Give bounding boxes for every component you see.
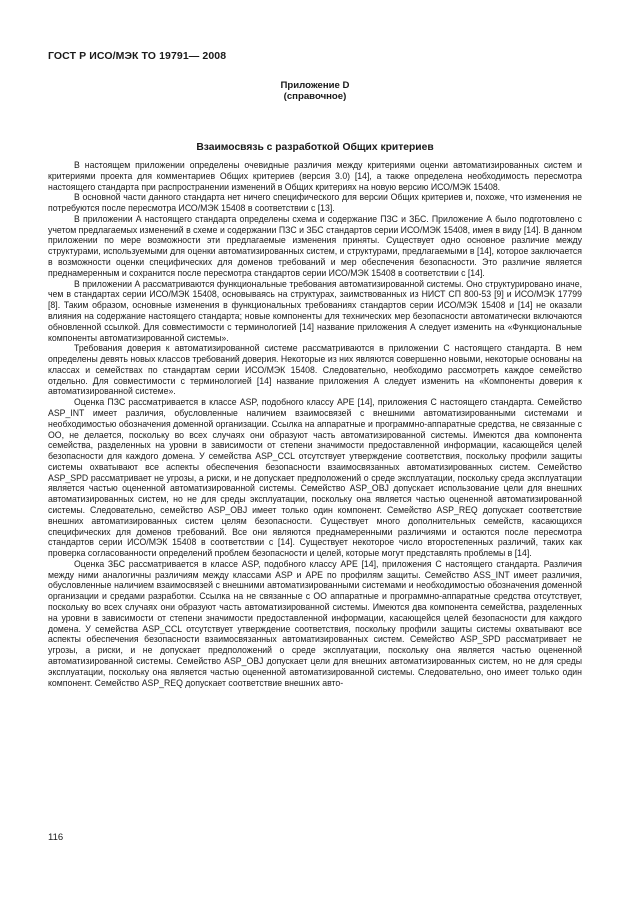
paragraph: В настоящем приложении определены очевидные различия между критериями оценки автоматизированных систем и критериями проекта для комментариев Общих критериев (версия 3.0) [14], а также определена необходимость пересмотра настоящего стандарта при распространении изменений в Общих критериях на новую версию ИСО/МЭК 15408. (48, 160, 582, 192)
body-text (48, 160, 582, 688)
section-title: Взаимосвязь с разработкой Общих критериев (196, 142, 434, 153)
paragraph: Требования доверия к автоматизированной системе рассматриваются в приложении С настоящего стандарта. В нем определены девять новых классов требований доверия. Некоторые из них являются совершенно новыми, некоторые основаны на классах и семействах по стандартам серии ИСО/МЭК 15408. Следовательно, необходимо рассмотреть каждое семейство отдельно. Для совместимости с терминологией [14] название приложения А следует изменить на «Компоненты доверия к автоматизированной системе». (48, 343, 582, 397)
appendix-title: Приложение D (280, 80, 350, 91)
paragraph: Оценка ЗБС рассматривается в классе ASP, подобного классу APE [14], приложения С настоящего стандарта. Различия между ними аналогичны различиям между классами ASP и APE по профилям защиты. Семейство ASS_INT имеет различия, обусловленные наличием взаимосвязей с внешними автоматизированными системами и необходимостью обозначения доменной организации и средами разработки. Ссылка на не связанные с ОО аппаратные и программно-аппаратные средства отсутствует, поскольку во всех случаях они образуют часть автоматизированной системы. Имеются два компонента семейства, разделенных на уровни в зависимости от степени значимости предоставленной информации, касающейся целей безопасности для каждого домена. У семейства ASP_CCL отсутствует утверждение соответствия, поскольку профили защиты системы охватывают все аспекты обеспечения безопасности взаимосвязанных автоматизированных систем. Семейство ASP_SPD рассматривает не угрозы, а риски, и не допускает предположений о среде эксплуатации, поскольку она является частью оцененной автоматизированной системы. Семейство ASP_OBJ допускает цели для внешних автоматизированных систем, но не для среды эксплуатации, поскольку она является частью оцененной автоматизированной системы. Следовательно, оно имеет только один компонент. Семейство ASP_REQ допускает соответствие внешних авто- (48, 558, 582, 688)
page-number: 116 (48, 832, 64, 843)
paragraph: В основной части данного стандарта нет ничего специфического для версии Общих критериев и, похоже, что изменения не потребуются после пересмотра ИСО/МЭК 15408 в соответствии с [13]. (48, 192, 582, 214)
paragraph: Оценка ПЗС рассматривается в классе ASP, подобного классу APE [14], приложения С настоящего стандарта. Семейство ASP_INT имеет различия, обусловленные наличием взаимосвязей с внешними автоматизированными системами и необходимостью обозначения доменной организации. Ссылка на аппаратные и программно-аппаратные средства, не связанные с ОО, не делается, поскольку во всех случаях они образуют часть автоматизированной системы. Имеются два компонента семейства, разделенных на уровни в зависимости от степени значимости предоставленной информации, касающейся целей безопасности для каждого домена. У семейства ASP_CCL отсутствует утверждение соответствия, поскольку профили защиты системы охватывают все аспекты обеспечения безопасности взаимосвязанных автоматизированных систем. Семейство ASP_SPD рассматривает не угрозы, а риски, и не допускает предположений о среде эксплуатации, поскольку среда эксплуатации является частью оцененной автоматизированной системы. Семейство ASP_OBJ допускает использование цели для внешних автоматизированных систем, но не для среды эксплуатации, поскольку она является частью оцененной автоматизированной системы. Следовательно, семейство ASP_OBJ имеет только один компонент. Семейство ASP_REQ допускает соответствие внешних автоматизированных систем целям безопасности. Существует много дополнительных семейств, касающихся специфических для доменов требований. Все они являются преднамеренными различиями и остаются после пересмотра стандартов серии ИСО/МЭК 15408 в соответствии с [14]. Существует некоторое число второстепенных различий, таких как проверка согласованности определений проблем безопасности и целей, которые могут представлять проблемы в [14]. (48, 397, 582, 559)
paragraph: В приложении А настоящего стандарта определены схема и содержание ПЗС и ЗБС. Приложение А было подготовлено с учетом предлагаемых изменений в схеме и содержании ПЗС и ЗБС стандартов серии ИСО/МЭК 15408, имея в виду [14]. В данном приложении по мере возможности эти предлагаемые изменения приняты. Существует одно основное различие между структурами, используемыми для оценки автоматизированных систем, и структурами, предлагаемыми в [14], которое заключается в возможности оценки специфических для доменов требований и мер обеспечения безопасности. Это различие является преднамеренным и сохранится после пересмотра стандартов серии ИСО/МЭК 15408 в соответствии с [14]. (48, 213, 582, 278)
paragraph: В приложении А рассматриваются функциональные требования автоматизированной системы. Оно структурировано иначе, чем в стандартах серии ИСО/МЭК 15408, основываясь на структурах, заимствованных из НИСТ СП 800-53 [9] и ИСО/МЭК 17799 [8]. Таким образом, основные изменения в функциональных требованиях стандартов серии ИСО/МЭК 15408 и [14] не оказали влияния на содержание настоящего стандарта; новые компоненты для технических мер безопасности автоматически включаются обновленной ссылкой. Для совместимости с терминологией [14] название приложения А следует изменить на «Функциональные компоненты автоматизированной системы». (48, 278, 582, 343)
appendix-subtitle: (справочное) (283, 91, 347, 102)
document-code-header: ГОСТ Р ИСО/МЭК ТО 19791— 2008 (48, 50, 227, 62)
